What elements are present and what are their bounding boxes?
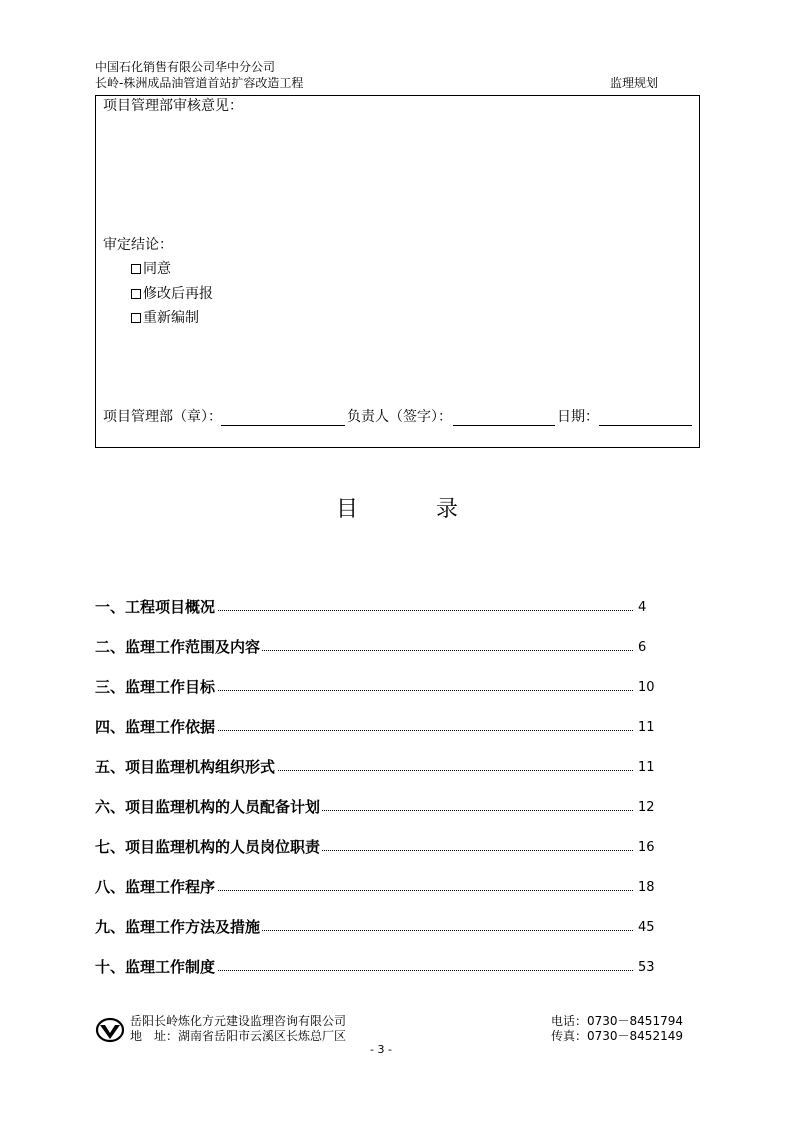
toc-item-label: 一、工程项目概况: [95, 598, 216, 616]
toc-item-label: 三、监理工作目标: [95, 678, 216, 696]
toc-item-page: 4: [638, 600, 647, 615]
toc-item-label: 八、监理工作程序: [95, 878, 216, 896]
dept-seal-label: 项目管理部（章）：: [103, 409, 222, 425]
footer-fax: 传真：0730－8452149: [551, 1029, 683, 1043]
toc-item[interactable]: [95, 877, 655, 897]
date-label: 日期：: [557, 409, 599, 425]
toc-item[interactable]: [95, 917, 655, 937]
revise-resubmit-checkbox[interactable]: [131, 289, 141, 299]
toc-item-page: 10: [638, 680, 655, 695]
recompile-checkbox[interactable]: [131, 313, 141, 323]
toc-item[interactable]: [95, 757, 655, 777]
responsible-signature-field[interactable]: [453, 425, 555, 426]
toc-item[interactable]: [95, 637, 655, 657]
review-box: [95, 95, 700, 448]
toc-item-label: 十、监理工作制度: [95, 958, 216, 976]
toc-item-label: 七、项目监理机构的人员岗位职责: [95, 838, 321, 856]
footer-phone: 电话：0730－8451794: [551, 1014, 683, 1028]
option-revise-resubmit-label: 修改后再报: [143, 286, 213, 302]
responsible-label: 负责人（签字）：: [347, 409, 452, 425]
toc-item-page: 11: [638, 720, 655, 735]
toc-item[interactable]: [95, 797, 655, 817]
toc-item-page: 53: [638, 960, 655, 975]
option-agree[interactable]: [131, 261, 171, 277]
toc-item[interactable]: [95, 677, 655, 697]
toc-item-label: 四、监理工作依据: [95, 718, 216, 736]
toc-item[interactable]: [95, 837, 655, 857]
footer-address: 地 址：湖南省岳阳市云溪区长炼总厂区: [130, 1029, 347, 1043]
option-recompile[interactable]: [131, 310, 199, 326]
header-project: 长岭-株洲成品油管道首站扩容改造工程: [95, 76, 304, 90]
toc-item[interactable]: [95, 717, 655, 737]
toc-item-label: 九、监理工作方法及措施: [95, 918, 261, 936]
opinion-label: 项目管理部审核意见：: [103, 98, 243, 114]
option-recompile-label: 重新编制: [143, 310, 199, 326]
page-number: - 3 -: [370, 1043, 392, 1056]
dept-seal-field[interactable]: [221, 425, 345, 426]
toc-item[interactable]: [95, 597, 655, 617]
toc-title-right: 录: [436, 497, 459, 522]
footer-company: 岳阳长岭炼化方元建设监理咨询有限公司: [130, 1014, 347, 1028]
toc-item-label: 二、监理工作范围及内容: [95, 638, 261, 656]
toc-item-label: 六、项目监理机构的人员配备计划: [95, 798, 321, 816]
toc-item-page: 6: [638, 640, 647, 655]
option-revise-resubmit[interactable]: [131, 286, 213, 302]
agree-checkbox[interactable]: [131, 264, 141, 274]
header-doc-type: 监理规划: [610, 76, 659, 90]
header-company: 中国石化销售有限公司华中分公司: [95, 60, 276, 74]
company-logo-icon: [95, 1017, 125, 1043]
toc-item-page: 12: [638, 800, 655, 815]
toc-item-label: 五、项目监理机构组织形式: [95, 758, 276, 776]
date-field[interactable]: [599, 425, 692, 426]
toc-item-page: 16: [638, 840, 655, 855]
toc-item[interactable]: [95, 957, 655, 977]
option-agree-label: 同意: [143, 261, 171, 277]
toc-title-left: 目: [336, 497, 359, 522]
conclusion-label: 审定结论：: [103, 237, 173, 253]
toc-item-page: 11: [638, 760, 655, 775]
toc-item-page: 18: [638, 880, 655, 895]
toc-item-page: 45: [638, 920, 655, 935]
